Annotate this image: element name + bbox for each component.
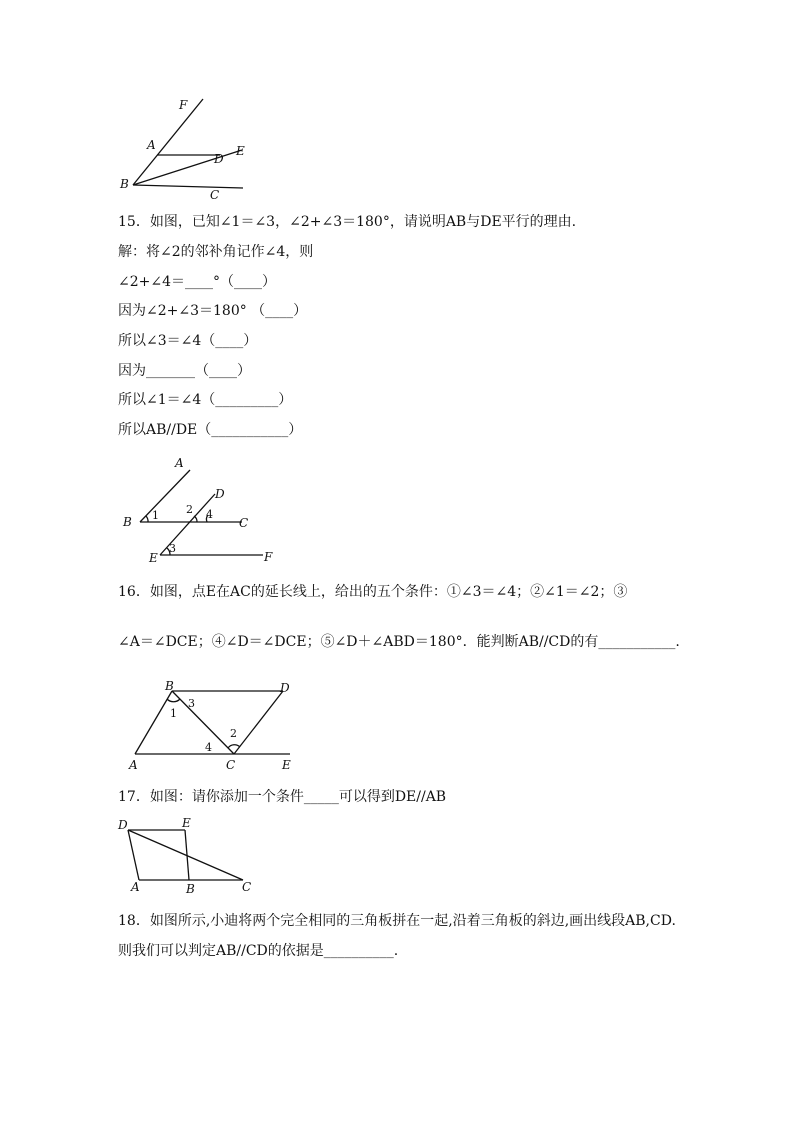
label-1: 1 — [170, 707, 177, 720]
q15-step-2: ∠2+∠4＝____°（____） — [118, 274, 277, 290]
label-2: 2 — [186, 503, 193, 516]
label-E: E — [236, 144, 245, 158]
q16-line-1: 16．如图，点E在AC的延长线上，给出的五个条件：①∠3＝∠4；②∠1＝∠2；③ — [118, 584, 628, 600]
q15-step-1: 解：将∠2的邻补角记作∠4，则 — [118, 244, 314, 260]
label-D: D — [215, 487, 225, 501]
label-C: C — [242, 880, 252, 894]
label-E: E — [182, 816, 191, 830]
label-A: A — [175, 456, 184, 470]
label-3: 3 — [169, 542, 176, 555]
figure-top-angles — [110, 95, 260, 205]
label-C: C — [226, 758, 236, 772]
label-E: E — [282, 758, 291, 772]
label-4: 4 — [206, 508, 213, 521]
figure-q17 — [115, 815, 265, 895]
label-B: B — [165, 679, 174, 693]
q18-line-2: 则我们可以判定AB//CD的依据是__________. — [118, 943, 399, 959]
label-C: C — [210, 188, 220, 202]
label-B: B — [123, 515, 132, 529]
label-D: D — [118, 818, 128, 832]
figure-q16 — [125, 680, 300, 775]
label-C: C — [239, 516, 249, 530]
q15-step-6: 所以∠1＝∠4（_________） — [118, 392, 293, 408]
q15-step-7: 所以AB//DE（___________） — [118, 422, 303, 438]
q15-step-5: 因为_______（____） — [118, 363, 251, 379]
label-D: D — [280, 681, 290, 695]
label-B: B — [186, 882, 195, 896]
figure-q15 — [115, 452, 290, 567]
q17-stem: 17．如图：请你添加一个条件_____可以得到DE//AB — [118, 789, 447, 805]
label-A: A — [131, 880, 140, 894]
label-B: B — [120, 177, 129, 191]
q15-step-4: 所以∠3＝∠4（____） — [118, 333, 258, 349]
q18-line-1: 18．如图所示,小迪将两个完全相同的三角板拼在一起,沿着三角板的斜边,画出线段AB,CD. — [118, 913, 676, 929]
label-4: 4 — [205, 741, 212, 754]
label-3: 3 — [188, 697, 195, 710]
label-A: A — [129, 758, 138, 772]
label-A: A — [147, 138, 156, 152]
label-F: F — [264, 550, 273, 564]
label-1: 1 — [152, 509, 159, 522]
q15-step-3: 因为∠2+∠3＝180° （____） — [118, 303, 308, 319]
label-E: E — [149, 551, 158, 565]
label-F: F — [179, 98, 188, 112]
q15-stem: 15．如图，已知∠1＝∠3，∠2+∠3＝180°，请说明AB与DE平行的理由. — [118, 214, 577, 230]
q16-line-2: ∠A＝∠DCE；④∠D＝∠DCE；⑤∠D＋∠ABD＝180°．能判断AB//CD的有___________. — [118, 634, 680, 650]
label-D: D — [214, 152, 224, 166]
label-2: 2 — [230, 727, 237, 740]
